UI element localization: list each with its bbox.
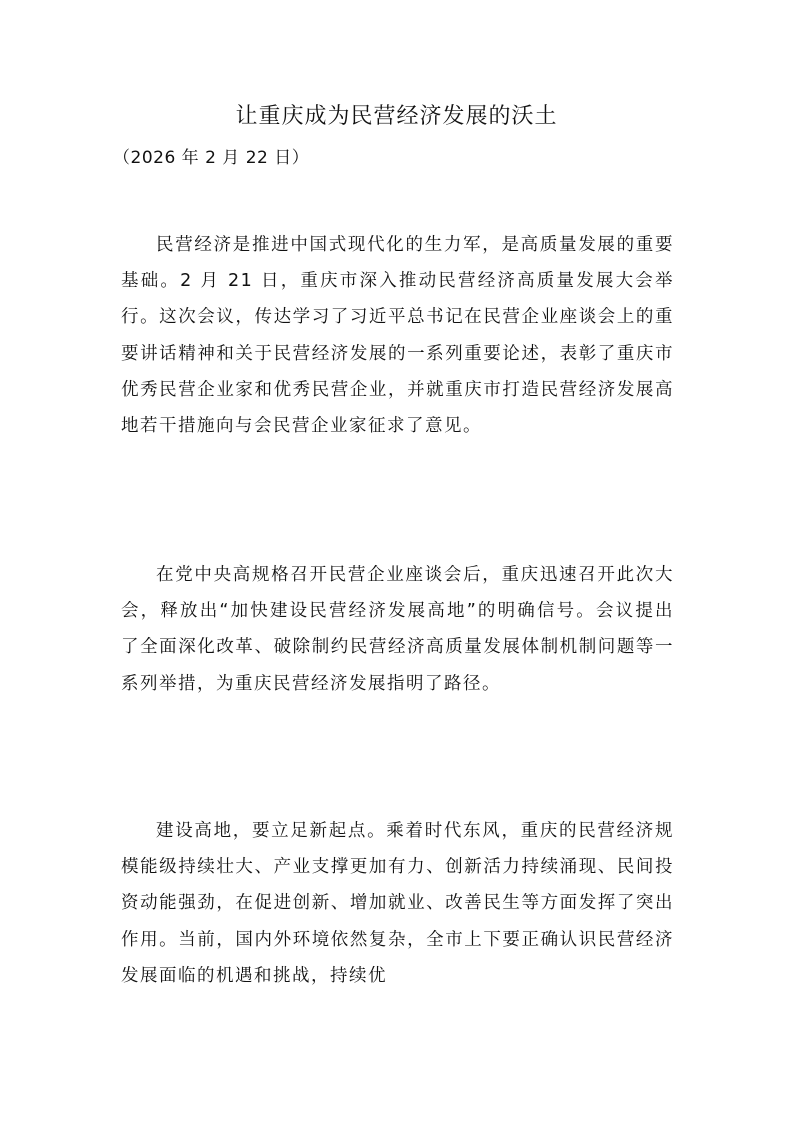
paragraph-2: 在党中央高规格召开民营企业座谈会后，重庆迅速召开此次大会，释放出“加快建设民营经济发展高地”的明确信号。会议提出了全面深化改革、破除制约民营经济高质量发展体制机制问题等一系列举措，为重庆民营经济发展指明了路径。: [121, 565, 674, 694]
article-date: （2026 年 2 月 22 日）: [113, 148, 310, 168]
paragraph-3: 建设高地，要立足新起点。乘着时代东风，重庆的民营经济规模能级持续壮大、产业支撑更加有力、创新活力持续涌现、民间投资动能强劲，在促进创新、增加就业、改善民生等方面发挥了突出作用。当前，国内外环境依然复杂，全市上下要正确认识民营经济发展面临的机遇和挑战，持续优: [121, 821, 674, 986]
paragraph-1: 民营经济是推进中国式现代化的生力军，是高质量发展的重要基础。2 月 21 日，重庆市深入推动民营经济高质量发展大会举行。这次会议，传达学习了习近平总书记在民营企业座谈会上的重要讲话精神和关于民营经济发展的一系列重要论述，表彰了重庆市优秀民营企业家和优秀民营企业，并就重庆市打造民营经济发展高地若干措施向与会民营企业家征求了意见。: [121, 235, 674, 437]
article-title: 让重庆成为民营经济发展的沃土: [235, 104, 558, 129]
